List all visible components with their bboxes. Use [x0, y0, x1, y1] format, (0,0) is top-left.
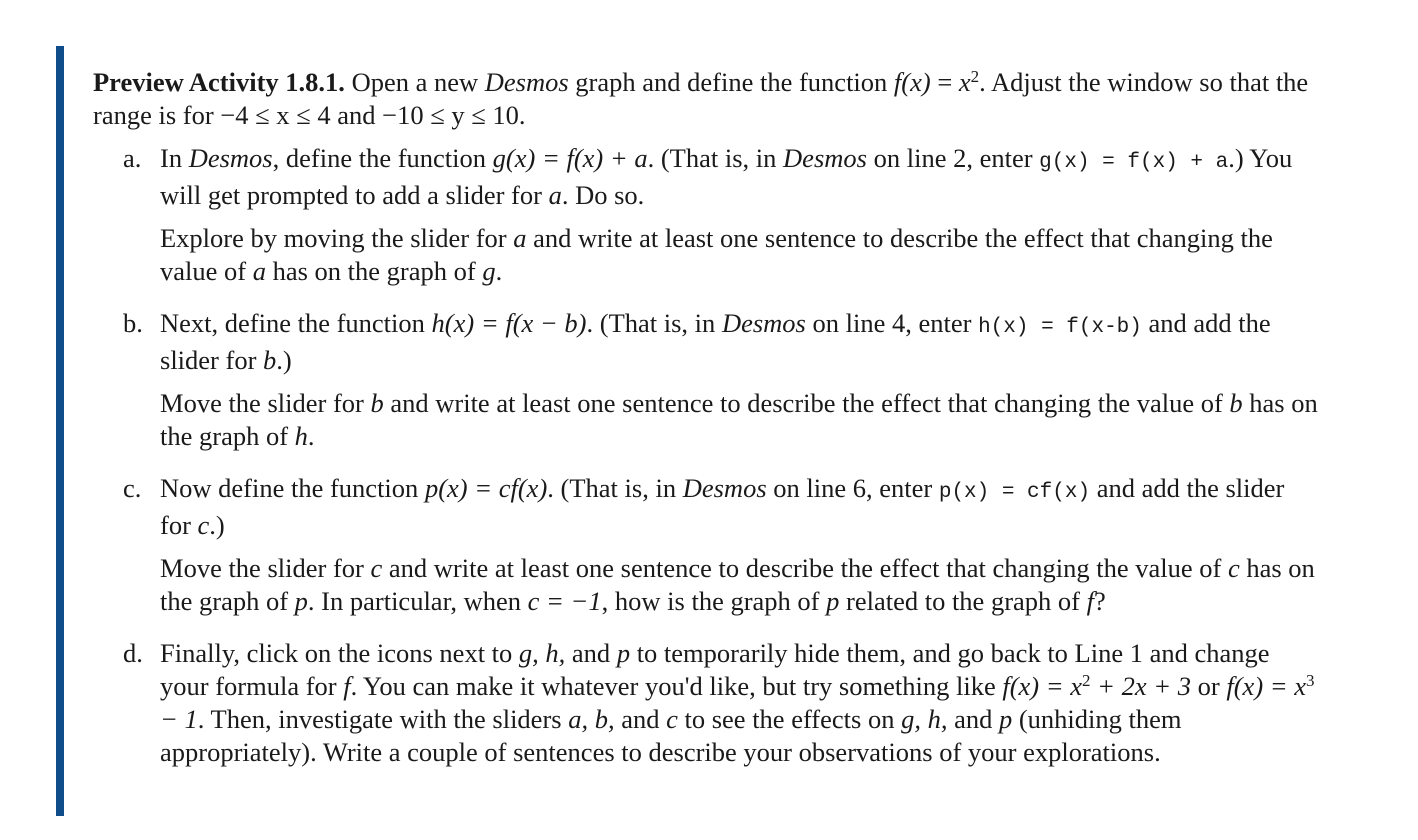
- list-item-a: [93, 142, 1318, 288]
- item-label: c.: [123, 473, 142, 503]
- item-task: Explore by moving the slider for a and write at least one sentence to describe the effect that changing the value of a has on the graph of g.: [160, 223, 1273, 286]
- item-task: Move the slider for c and write at least one sentence to describe the effect that changing the value of c has on the graph of p. In particular, when c = −1, how is the graph of p related to the graph of f?: [160, 553, 1315, 616]
- item-instruction: Now define the function p(x) = cf(x). (That is, in Desmos on line 6, enter p(x) = cf(x) and add the slider for c.): [160, 473, 1285, 540]
- activity-accent-bar: [56, 46, 64, 816]
- item-label: b.: [123, 308, 143, 338]
- item-label: a.: [123, 143, 142, 173]
- item-instruction: In Desmos, define the function g(x) = f(x) + a. (That is, in Desmos on line 2, enter g(x) = f(x) + a.) You will get prompted to add a slider for a. Do so.: [160, 143, 1293, 210]
- item-instruction: Next, define the function h(x) = f(x − b). (That is, in Desmos on line 4, enter h(x) = f(x-b) and add the slider for b.): [160, 308, 1271, 375]
- preview-activity: [93, 66, 1318, 769]
- activity-title: Preview Activity 1.8.1.: [93, 67, 345, 97]
- item-instruction: Finally, click on the icons next to g, h, and p to temporarily hide them, and go back to Line 1 and change your formula for f. You can make it whatever you'd like, but try something like $f(x) = x^2 + 2x + 3$ or $f(x) = x^3 - 1$. Then, investigate with the sliders a, b, and c to see the effects on g, h, and p (unhiding them appropriately). Write a couple of sentences to describe your observations of your explorations.: [160, 638, 1315, 767]
- activity-intro: Preview Activity 1.8.1. Open a new Desmos graph and define the function $f(x) = x^2$. Adjust the window so that the range is for −4 ≤ x ≤ 4 and −10 ≤ y ≤ 10.: [93, 67, 1309, 130]
- item-task: Move the slider for b and write at least one sentence to describe the effect that changing the value of b has on the graph of h.: [160, 388, 1318, 451]
- item-label: d.: [123, 638, 143, 668]
- list-item-d: [93, 637, 1318, 769]
- list-item-b: [93, 307, 1318, 453]
- list-item-c: [93, 472, 1318, 618]
